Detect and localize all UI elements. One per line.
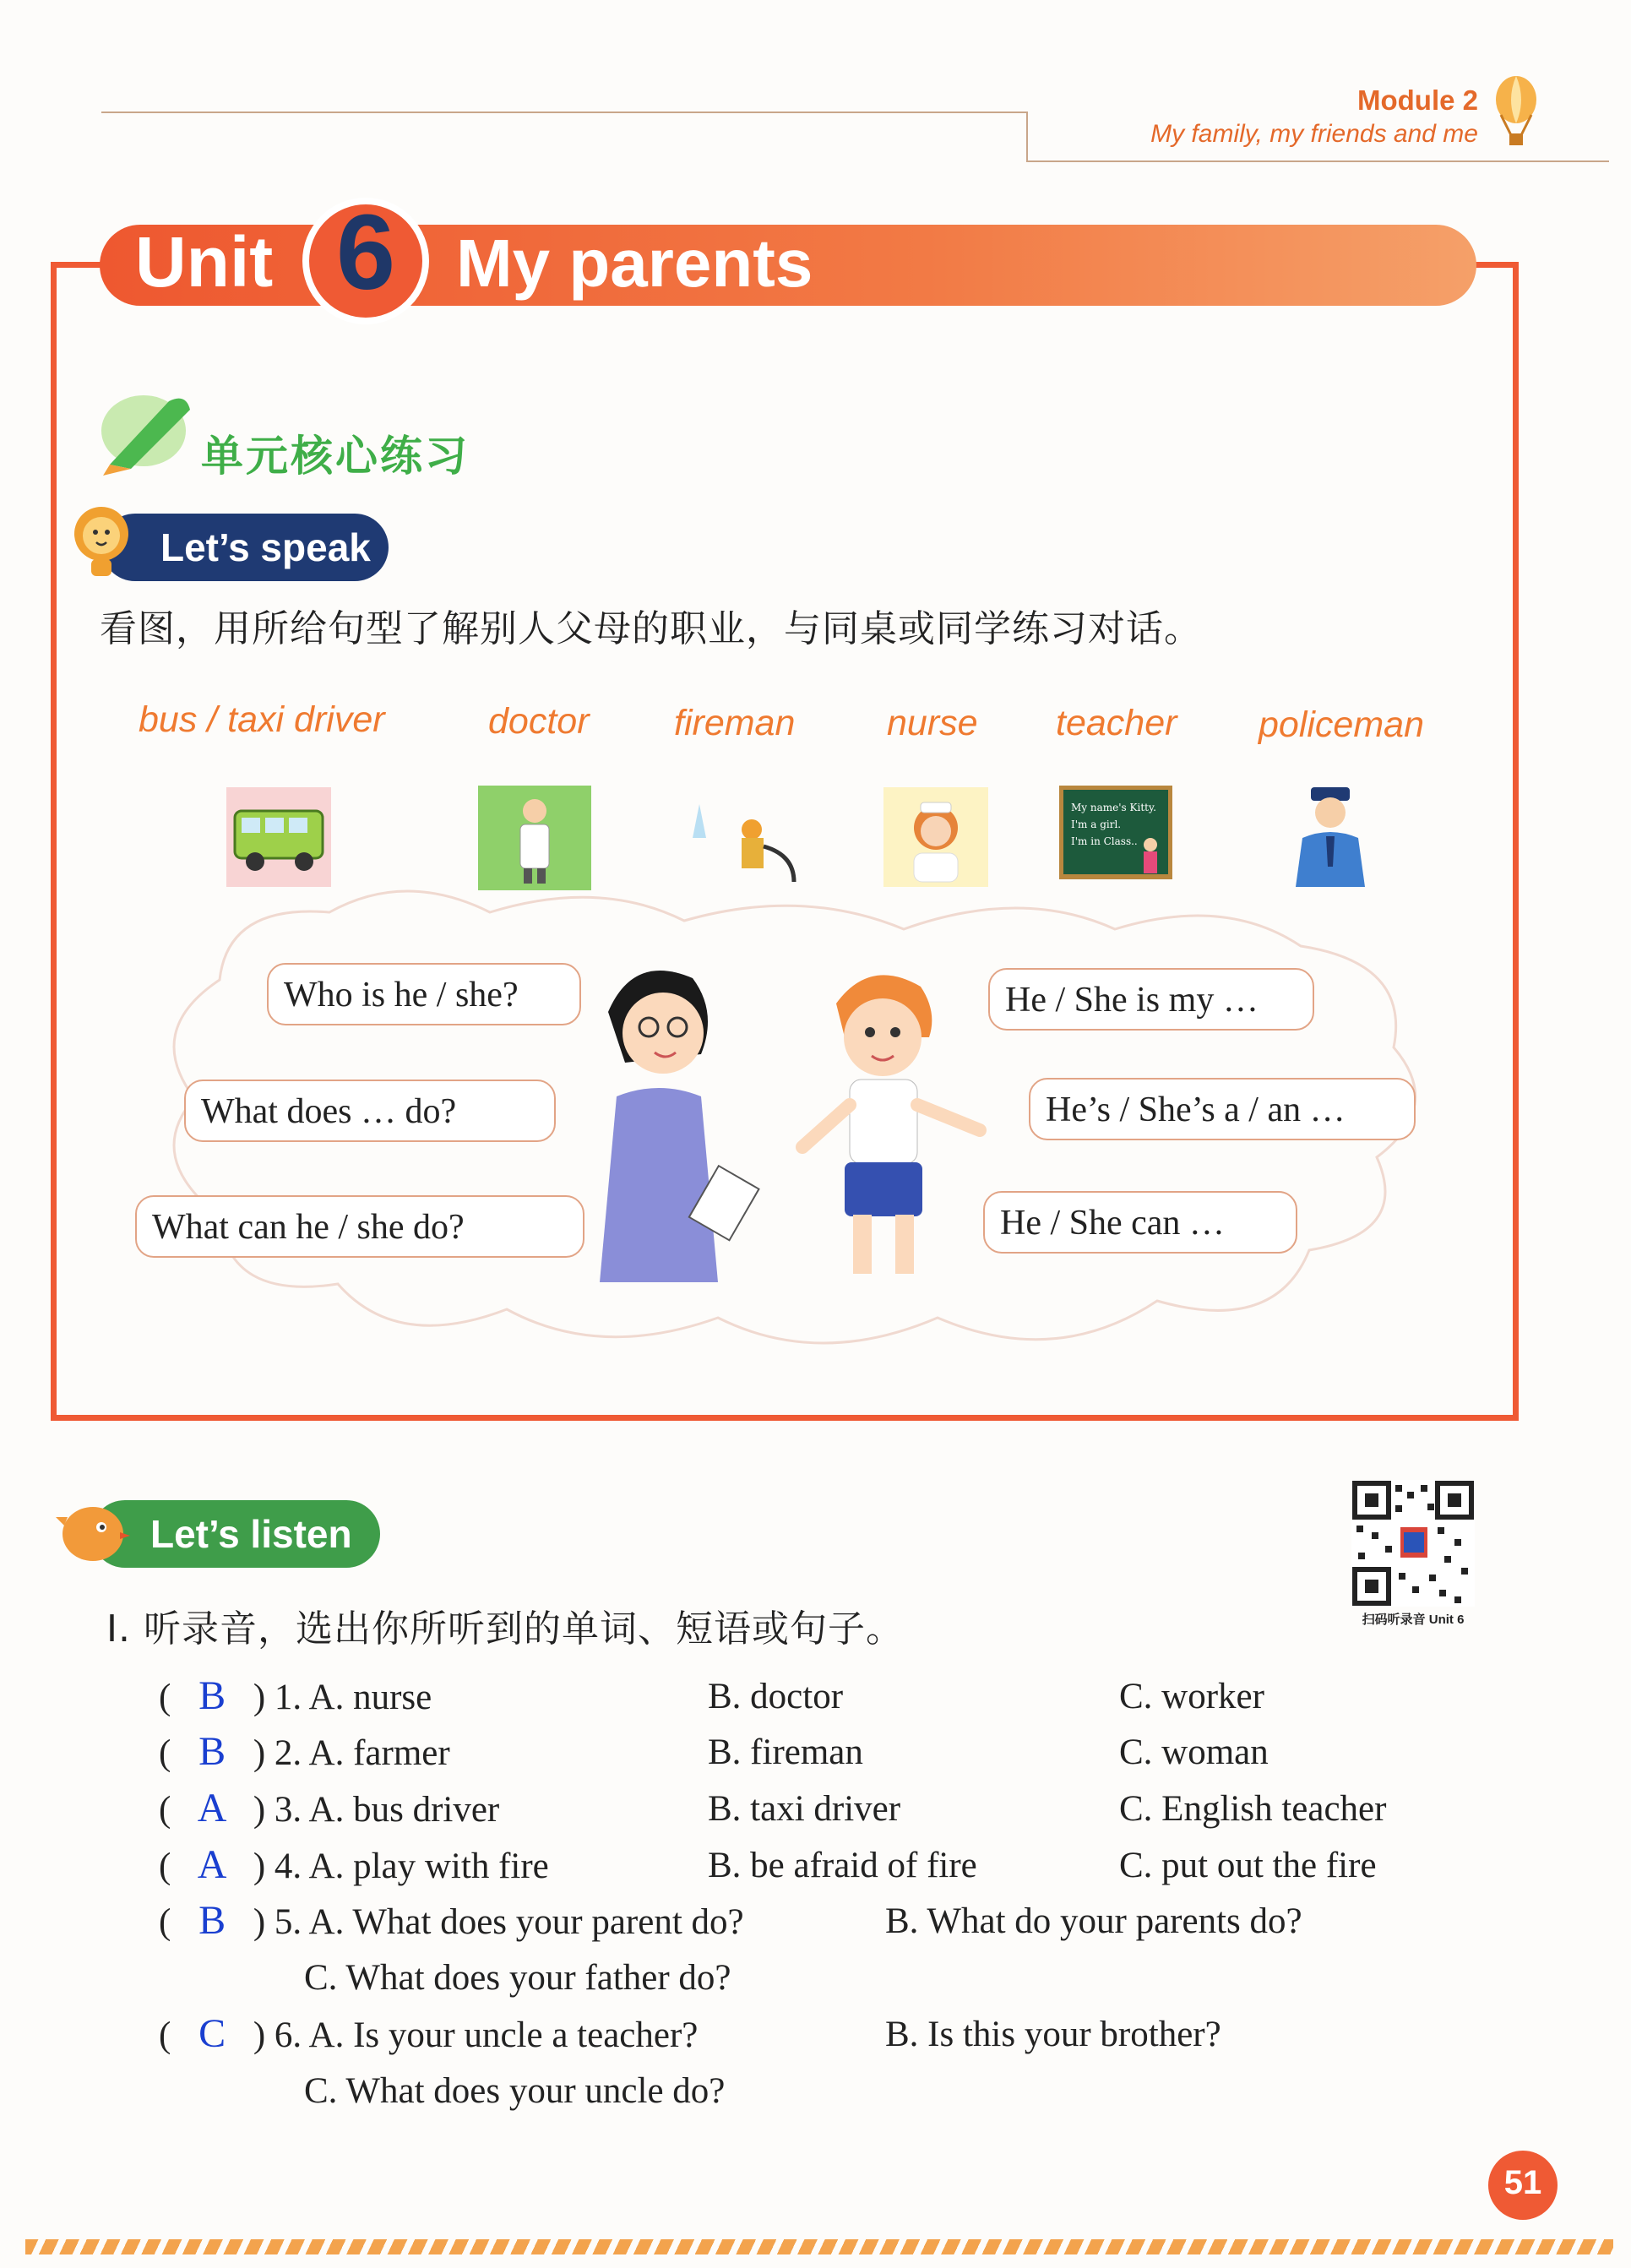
module-label: Module 2 <box>1356 84 1478 116</box>
question-number: 3. <box>274 1790 302 1830</box>
module-subtitle: My family, my friends and me <box>1150 120 1478 148</box>
qr-caption: 扫码听录音 Unit 6 <box>1362 1613 1465 1627</box>
option-b: B. Is this your brother? <box>885 2015 1221 2054</box>
bus-picture <box>226 787 331 887</box>
option-a: A. play with fire <box>308 1846 549 1886</box>
girl-illustration <box>574 961 786 1282</box>
listen-instruction: Ⅰ. 听录音，选出你所听到的单词、短语或句子。 <box>106 1607 904 1651</box>
occupation-label: nurse <box>887 703 978 743</box>
core-practice-title: 单元核心练习 <box>201 432 470 480</box>
page-number: 51 <box>1503 2164 1542 2201</box>
unit-word: Unit <box>135 222 274 302</box>
option-a: A. What does your parent do? <box>308 1902 744 1942</box>
question-number: 1. <box>274 1678 302 1717</box>
unit-number: 6 <box>335 193 396 312</box>
footer-stripe <box>25 2239 1613 2254</box>
question-row: ( C ) 6. A. Is your uncle a teacher? <box>159 2011 699 2056</box>
svg-text:My name's Kitty.: My name's Kitty. <box>1071 802 1156 813</box>
option-a: A. nurse <box>308 1678 432 1717</box>
option-c: C. worker <box>1119 1677 1264 1716</box>
question-number: 2. <box>274 1733 302 1773</box>
hot-air-balloon-icon <box>1491 74 1541 150</box>
option-c: C. put out the fire <box>1119 1846 1377 1885</box>
speech-bubble: Who is he / she? <box>267 963 581 1025</box>
option-a: A. bus driver <box>308 1790 500 1830</box>
svg-text:I'm a girl.: I'm a girl. <box>1071 819 1122 830</box>
svg-text:I'm in Class..: I'm in Class.. <box>1071 835 1138 847</box>
lets-speak-badge: Let’s speak <box>101 514 389 581</box>
answer-mark: C <box>198 2011 226 2056</box>
lets-listen-badge: Let’s listen <box>91 1500 380 1568</box>
answer-mark: B <box>198 1673 226 1718</box>
answer-mark: B <box>198 1898 226 1943</box>
question-number: 4. <box>274 1846 302 1886</box>
answer-mark: A <box>197 1842 227 1887</box>
policeman-picture <box>1277 782 1384 889</box>
option-a: A. Is your uncle a teacher? <box>308 2015 699 2055</box>
option-b: B. doctor <box>708 1677 844 1716</box>
option-b: B. be afraid of fire <box>708 1846 977 1885</box>
occupation-label: fireman <box>674 703 796 743</box>
option-c: C. English teacher <box>1119 1789 1387 1829</box>
option-c: C. What does your uncle do? <box>304 2071 726 2111</box>
pen-leaf-icon <box>93 384 203 477</box>
occupation-label: teacher <box>1056 703 1177 743</box>
option-b: B. fireman <box>708 1732 863 1772</box>
speak-instruction: 看图，用所给句型了解别人父母的职业，与同桌或同学练习对话。 <box>100 607 1202 650</box>
header-rule-right <box>1026 160 1609 162</box>
question-row: ( B ) 5. A. What does your parent do? <box>159 1898 744 1943</box>
teacher-picture <box>1059 786 1172 882</box>
speech-bubble: He / She is my … <box>988 968 1314 1031</box>
frame-corner <box>1470 262 1519 268</box>
question-row: ( B ) 1. A. nurse <box>159 1673 432 1718</box>
answer-mark: A <box>197 1786 227 1830</box>
question-row: ( A ) 4. A. play with fire <box>159 1842 549 1887</box>
occupation-label: policeman <box>1259 704 1424 745</box>
bird-mascot-icon <box>56 1492 132 1568</box>
frame-corner <box>51 262 101 268</box>
speech-bubble: He’s / She’s a / an … <box>1029 1078 1416 1140</box>
header-rule-step <box>1026 111 1028 162</box>
lion-mascot-icon <box>69 503 137 579</box>
question-row: ( B ) 2. A. farmer <box>159 1729 450 1774</box>
option-a: A. farmer <box>308 1733 450 1773</box>
answer-mark: B <box>198 1729 226 1774</box>
option-b: B. What do your parents do? <box>885 1901 1302 1941</box>
question-number: 5. <box>274 1902 302 1942</box>
option-c: C. woman <box>1119 1732 1269 1772</box>
doctor-picture <box>478 786 591 890</box>
nurse-picture <box>883 787 988 887</box>
speech-bubble: What can he / she do? <box>135 1195 584 1258</box>
speech-bubble: He / She can … <box>983 1191 1297 1254</box>
question-number: 6. <box>274 2015 302 2055</box>
option-b: B. taxi driver <box>708 1789 901 1829</box>
header-rule <box>101 111 1026 113</box>
occupation-label: doctor <box>488 701 590 742</box>
qr-code-icon[interactable] <box>1351 1480 1475 1607</box>
option-c: C. What does your father do? <box>304 1958 731 1998</box>
fireman-picture <box>676 787 802 887</box>
occupation-label: bus / taxi driver <box>139 699 385 740</box>
speech-bubble: What does … do? <box>184 1080 556 1142</box>
unit-title: My parents <box>456 226 813 301</box>
question-row: ( A ) 3. A. bus driver <box>159 1786 500 1830</box>
